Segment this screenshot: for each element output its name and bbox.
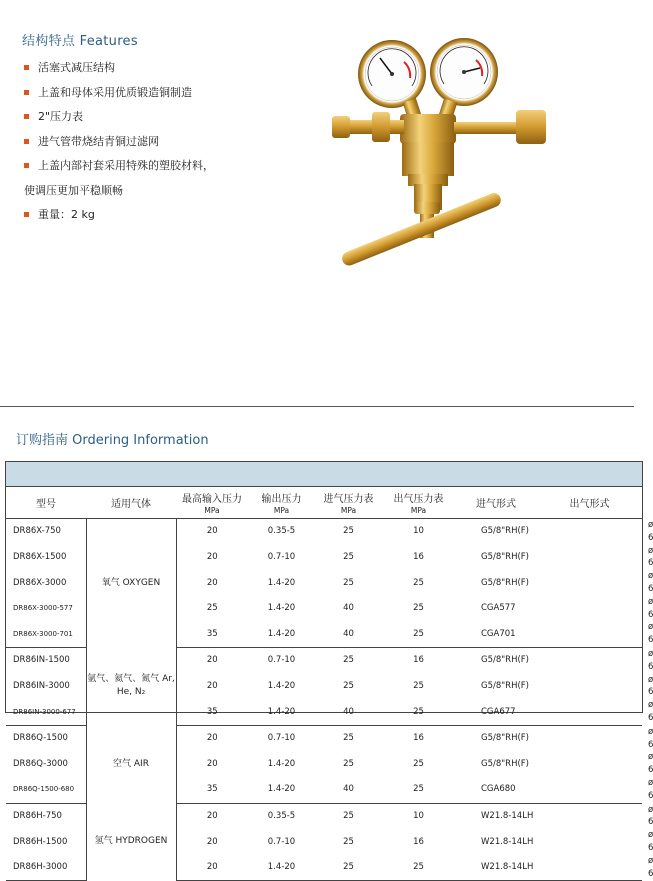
inlet-type-cell: G5/8"RH(F) — [481, 526, 529, 537]
section-divider — [0, 406, 634, 407]
feature-text: 活塞式减压结构 — [38, 61, 115, 74]
feature-item — [24, 130, 324, 155]
outlet-gauge-cell: 25 — [382, 621, 455, 647]
weight-label: 重量： — [38, 208, 71, 221]
feature-continuation — [24, 179, 324, 204]
outlet-pressure-cell: 1.4-20 — [248, 621, 315, 647]
table-header-row — [6, 487, 642, 519]
bullet-icon — [24, 90, 29, 95]
feature-text: 上盖内部衬套采用特殊的塑胶材料， — [38, 159, 214, 172]
col-model: 型号 — [36, 499, 56, 510]
outlet-pressure-cell: 1.4-20 — [248, 699, 315, 725]
outlet-pressure-cell: 1.4-20 — [267, 577, 296, 588]
outlet-pressure-cell: 1.4-20 — [267, 680, 296, 691]
model-cell: DR86X-3000-577 — [13, 604, 73, 613]
outlet-gauge-cell: 16 — [413, 733, 424, 744]
model-cell: DR86Q-1500 — [13, 733, 68, 744]
gas-cell: 空气 AIR — [86, 725, 176, 803]
inlet-gauge-cell: 25 — [343, 758, 354, 769]
max-inlet-cell: 20 — [206, 810, 218, 821]
outlet-type-cell: ø 6 — [648, 596, 653, 620]
inlet-gauge-cell: 25 — [343, 836, 354, 847]
outlet-type-cell: ø 6 — [648, 752, 653, 776]
inlet-gauge-cell: 25 — [343, 655, 354, 666]
feature-text: 进气管带烧结青铜过滤网 — [38, 134, 159, 148]
outlet-gauge-cell: 16 — [413, 655, 424, 666]
feature-item — [24, 154, 324, 179]
feature-text: 使调压更加平稳顺畅 — [24, 183, 123, 197]
outlet-pressure-cell: 0.7-10 — [267, 836, 296, 847]
bullet-icon — [24, 65, 29, 70]
outlet-type-cell: ø 6 — [648, 830, 653, 853]
inlet-type-cell: CGA680 — [455, 777, 537, 803]
max-inlet-cell: 20 — [206, 836, 218, 847]
inlet-type-cell: G5/8"RH(F) — [481, 733, 529, 744]
inlet-type-cell: CGA701 — [455, 621, 537, 647]
inlet-gauge-cell: 40 — [315, 699, 382, 725]
model-cell: DR86X-3000-701 — [6, 621, 86, 647]
outlet-type-cell: ø 6 — [648, 674, 653, 698]
gas-cell: 氧气 OXYGEN — [86, 519, 176, 648]
regulator-image — [322, 28, 562, 268]
outlet-type-cell: ø 6 — [648, 571, 653, 594]
table-row — [6, 725, 642, 751]
max-inlet-cell: 20 — [206, 733, 218, 744]
col-inlet-type: 进气形式 — [476, 499, 516, 510]
inlet-gauge-cell: 40 — [343, 603, 354, 614]
max-inlet-cell: 20 — [206, 758, 218, 769]
features-title: 结构特点 Features — [22, 34, 138, 49]
max-inlet-cell: 20 — [206, 526, 218, 537]
outlet-type-cell: ø 6 — [537, 699, 642, 725]
feature-text: 上盖和母体采用优质锻造铜制造 — [38, 85, 192, 99]
max-inlet-cell: 35 — [176, 699, 248, 725]
outlet-type-cell: ø 6 — [648, 545, 653, 569]
col-outlet-type: 出气形式 — [569, 499, 610, 510]
col-outlet-pressure: 输出压力 MPa — [261, 494, 302, 515]
bullet-icon — [24, 139, 29, 144]
model-cell: DR86Q-1500-680 — [6, 777, 86, 803]
inlet-type-cell: G5/8"RH(F) — [481, 551, 529, 562]
outlet-gauge-cell: 16 — [413, 551, 424, 562]
max-inlet-cell: 35 — [176, 777, 248, 803]
outlet-gauge-cell: 16 — [413, 836, 424, 847]
inlet-type-cell: CGA677 — [455, 699, 537, 725]
inlet-gauge-icon — [358, 40, 426, 108]
outlet-gauge-cell: 25 — [413, 680, 424, 691]
outlet-pressure-cell: 1.4-20 — [248, 777, 315, 803]
max-inlet-cell: 20 — [206, 680, 218, 691]
col-inlet-gauge: 进气压力表 MPa — [323, 494, 374, 515]
outlet-gauge-cell: 25 — [413, 577, 424, 588]
inlet-gauge-cell: 25 — [343, 680, 354, 691]
gas-cell: 氩气、氦气、氮气 Ar, He, N₂ — [86, 647, 176, 725]
table-row — [6, 803, 642, 829]
feature-item — [24, 105, 324, 130]
model-cell: DR86IN-1500 — [13, 655, 70, 666]
col-max-inlet: 最高输入压力 MPa — [182, 494, 242, 515]
outlet-pressure-cell: 0.35-5 — [267, 810, 296, 821]
outlet-type-cell: ø 6 — [648, 648, 653, 672]
inlet-type-cell: CGA577 — [481, 603, 516, 614]
ordering-title: 订购指南 Ordering Information — [16, 433, 209, 448]
bullet-icon — [24, 212, 29, 217]
table-row — [6, 519, 642, 545]
outlet-pressure-cell: 1.4-20 — [248, 855, 315, 881]
inlet-type-cell: G5/8"RH(F) — [481, 680, 529, 691]
table-header-band — [6, 462, 642, 487]
table-row — [6, 647, 642, 673]
outlet-gauge-cell: 10 — [413, 526, 424, 537]
outlet-type-cell: ø 6 — [537, 855, 642, 881]
feature-item — [24, 56, 324, 81]
col-gas: 适用气体 — [111, 499, 151, 510]
ordering-table — [5, 461, 653, 879]
outlet-type-cell: ø 6 — [648, 520, 653, 543]
outlet-pressure-cell: 0.7-10 — [267, 551, 296, 562]
outlet-gauge-cell: 25 — [382, 855, 455, 881]
max-inlet-cell: 20 — [176, 855, 248, 881]
bullet-icon — [24, 114, 29, 119]
max-inlet-cell: 20 — [206, 655, 218, 666]
model-cell: DR86Q-3000 — [13, 758, 68, 769]
inlet-gauge-cell: 40 — [315, 777, 382, 803]
outlet-gauge-cell: 10 — [413, 810, 424, 821]
outlet-type-cell: ø 6 — [648, 726, 653, 750]
max-inlet-cell: 25 — [206, 603, 218, 614]
inlet-gauge-cell: 25 — [343, 526, 354, 537]
model-cell: DR86X-1500 — [13, 551, 67, 562]
outlet-pressure-cell: 0.7-10 — [267, 655, 296, 666]
feature-list — [24, 56, 324, 228]
max-inlet-cell: 20 — [206, 551, 218, 562]
outlet-pressure-cell: 1.4-20 — [267, 758, 296, 769]
inlet-gauge-cell: 25 — [343, 733, 354, 744]
outlet-gauge-cell: 25 — [382, 777, 455, 803]
outlet-gauge-cell: 25 — [413, 603, 424, 614]
weight-value: 2 kg — [71, 208, 95, 221]
feature-text: 2"压力表 — [38, 110, 84, 123]
outlet-gauge-icon — [430, 38, 498, 106]
inlet-type-cell: W21.8-14LH — [481, 836, 534, 847]
feature-item-weight — [24, 203, 324, 228]
gas-cell: 氢气 HYDROGEN — [86, 803, 176, 881]
inlet-gauge-cell: 40 — [315, 621, 382, 647]
col-outlet-gauge: 出气压力表 MPa — [393, 494, 444, 515]
max-inlet-cell: 35 — [176, 621, 248, 647]
inlet-type-cell: W21.8-14LH — [481, 810, 534, 821]
model-cell: DR86IN-3000 — [13, 680, 70, 691]
model-cell: DR86X-750 — [13, 526, 61, 537]
inlet-gauge-cell: 25 — [343, 577, 354, 588]
outlet-pressure-cell: 0.35-5 — [267, 526, 296, 537]
inlet-gauge-cell: 25 — [315, 855, 382, 881]
inlet-gauge-cell: 25 — [343, 551, 354, 562]
model-cell: DR86H-1500 — [13, 836, 68, 847]
outlet-gauge-cell: 25 — [413, 758, 424, 769]
outlet-type-cell: ø 6 — [648, 804, 653, 828]
outlet-gauge-cell: 25 — [382, 699, 455, 725]
outlet-type-cell: ø 6 — [537, 621, 642, 647]
table-body — [6, 519, 653, 881]
outlet-type-cell: ø 6 — [537, 777, 642, 803]
max-inlet-cell: 20 — [206, 577, 218, 588]
outlet-pressure-cell: 1.4-20 — [267, 603, 296, 614]
inlet-gauge-cell: 25 — [343, 810, 354, 821]
bullet-icon — [24, 163, 29, 168]
feature-item — [24, 81, 324, 106]
model-cell: DR86H-3000 — [6, 855, 86, 881]
inlet-type-cell: G5/8"RH(F) — [481, 655, 529, 666]
model-cell: DR86X-3000 — [13, 577, 67, 588]
model-cell: DR86H-750 — [13, 810, 62, 821]
inlet-type-cell: W21.8-14LH — [455, 855, 537, 881]
inlet-type-cell: G5/8"RH(F) — [481, 577, 529, 588]
outlet-pressure-cell: 0.7-10 — [267, 733, 296, 744]
inlet-type-cell: G5/8"RH(F) — [481, 758, 529, 769]
model-cell: DR86IN-3000-677 — [6, 699, 86, 725]
